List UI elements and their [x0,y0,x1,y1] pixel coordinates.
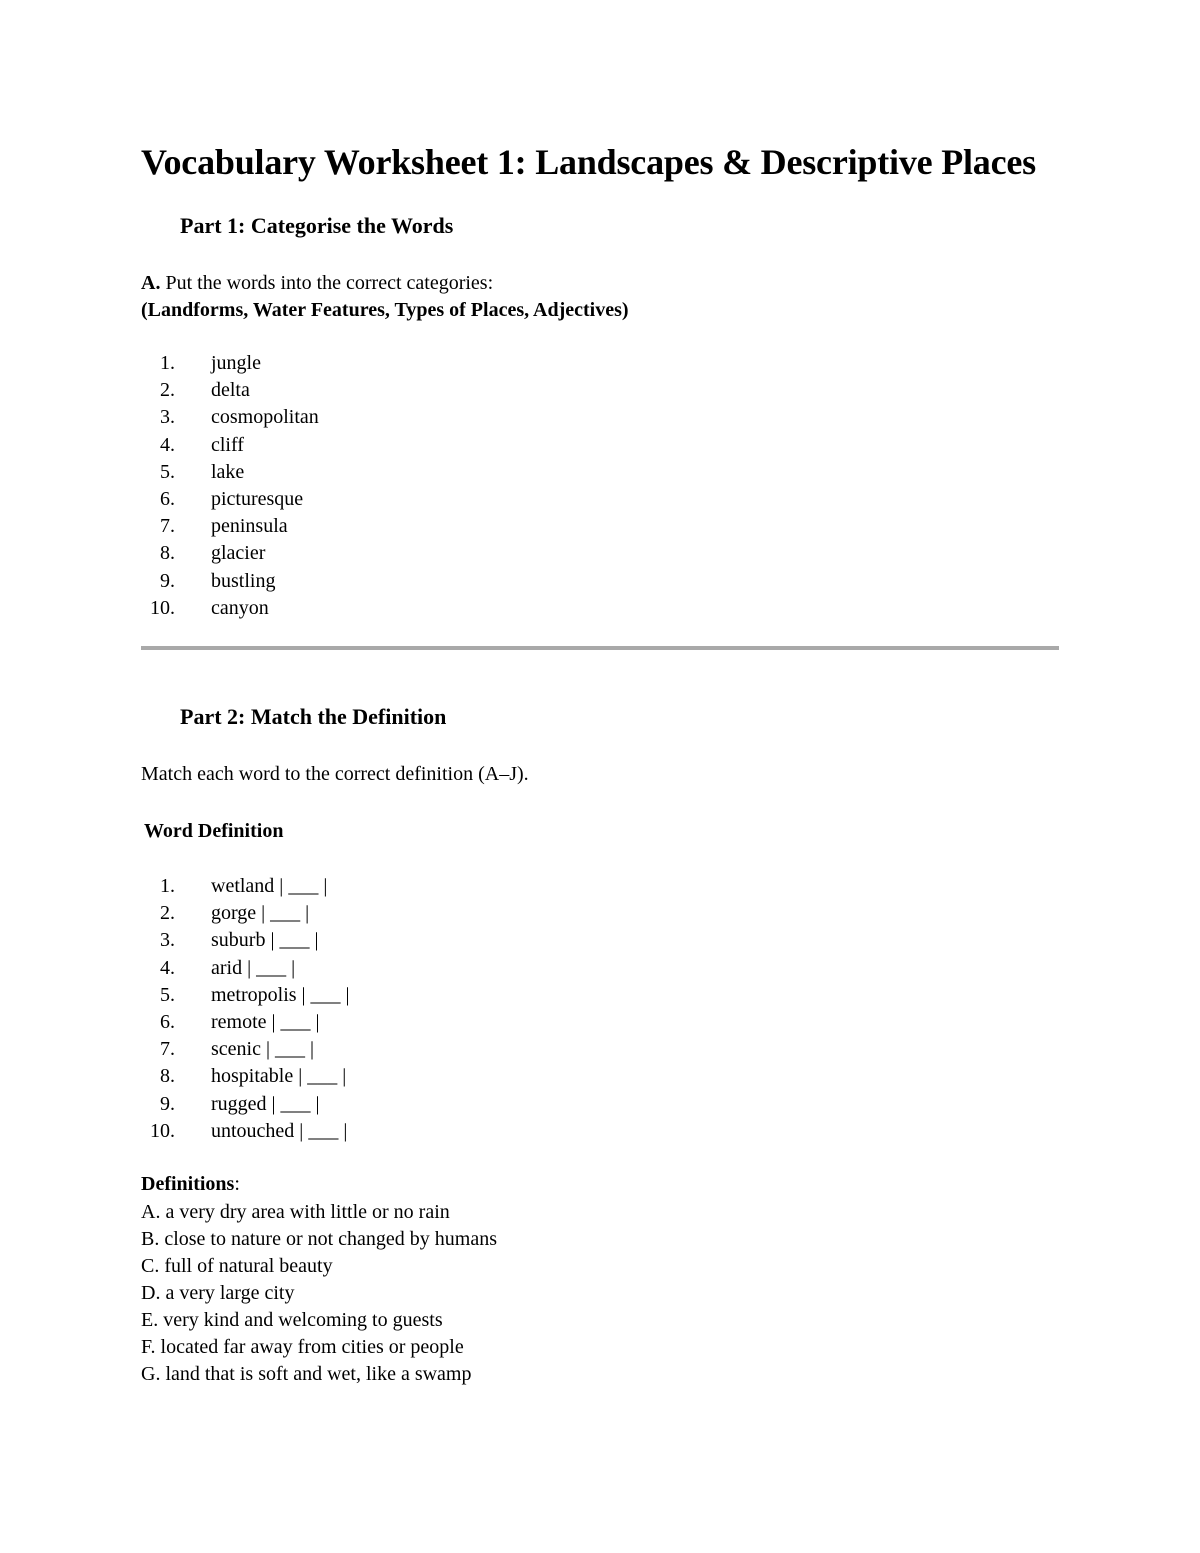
item-word: cosmopolitan [211,406,319,429]
item-number: 4. [160,433,175,456]
instruction-text: Put the words into the correct categories: [160,272,494,294]
definition-item: B. close to nature or not changed by humans [141,1228,498,1250]
item-number: 5. [160,460,175,483]
section-divider [141,646,1059,650]
part1-heading: Part 1: Categorise the Words [180,213,454,238]
item-match-line: suburb | ___ | [211,929,319,952]
item-match-line: hospitable | ___ | [211,1065,347,1088]
item-number: 8. [160,542,175,565]
item-number: 6. [160,487,175,510]
item-number: 9. [160,569,175,592]
item-match-line: metropolis | ___ | [211,983,350,1006]
part2-heading: Part 2: Match the Definition [180,704,447,729]
item-number: 1. [160,352,175,374]
page-title: Vocabulary Worksheet 1: Landscapes & Descriptive Places [141,142,1036,182]
item-number: 5. [160,983,175,1006]
item-number: 10. [150,596,175,619]
definitions-heading [141,1170,240,1198]
definition-item: D. a very large city [141,1282,295,1304]
item-match-line: gorge | ___ | [211,902,310,925]
item-word: glacier [211,542,266,565]
item-number: 7. [160,1038,175,1061]
item-match-line: scenic | ___ | [211,1038,314,1061]
categories-list: (Landforms, Water Features, Types of Places, Adjectives) [141,299,629,321]
item-number: 3. [160,406,175,429]
item-word: bustling [211,569,276,592]
item-number: 4. [160,956,175,979]
item-number: 10. [150,1119,175,1142]
definition-item: G. land that is soft and wet, like a swamp [141,1363,472,1385]
word-definition-header: Word Definition [144,820,284,842]
item-number: 1. [160,875,175,897]
item-word: canyon [211,596,269,619]
item-word: peninsula [211,515,288,538]
definitions-label: Definitions [141,1173,235,1195]
item-word: cliff [211,433,244,456]
item-number: 3. [160,929,175,952]
item-match-line: wetland | ___ | [211,875,328,897]
part1-instruction [141,269,493,297]
item-number: 2. [160,379,175,402]
item-match-line: arid | ___ | [211,956,296,979]
item-word: lake [211,460,245,483]
item-match-line: untouched | ___ | [211,1119,348,1142]
item-number: 8. [160,1065,175,1088]
item-match-line: rugged | ___ | [211,1092,320,1115]
item-number: 9. [160,1092,175,1115]
item-number: 7. [160,515,175,538]
definitions-colon: : [234,1173,240,1195]
part2-instruction: Match each word to the correct definition (A–J). [141,763,529,785]
item-word: jungle [211,352,261,374]
instruction-label: A. [141,272,161,294]
definition-item: A. a very dry area with little or no rain [141,1201,450,1223]
definitions-list [141,1199,497,1388]
definition-item: E. very kind and welcoming to guests [141,1309,443,1331]
item-number: 2. [160,902,175,925]
item-word: picturesque [211,487,304,510]
definition-item: F. located far away from cities or people [141,1336,464,1358]
item-match-line: remote | ___ | [211,1010,320,1033]
item-word: delta [211,379,250,402]
item-number: 6. [160,1010,175,1033]
definition-item: C. full of natural beauty [141,1255,333,1277]
